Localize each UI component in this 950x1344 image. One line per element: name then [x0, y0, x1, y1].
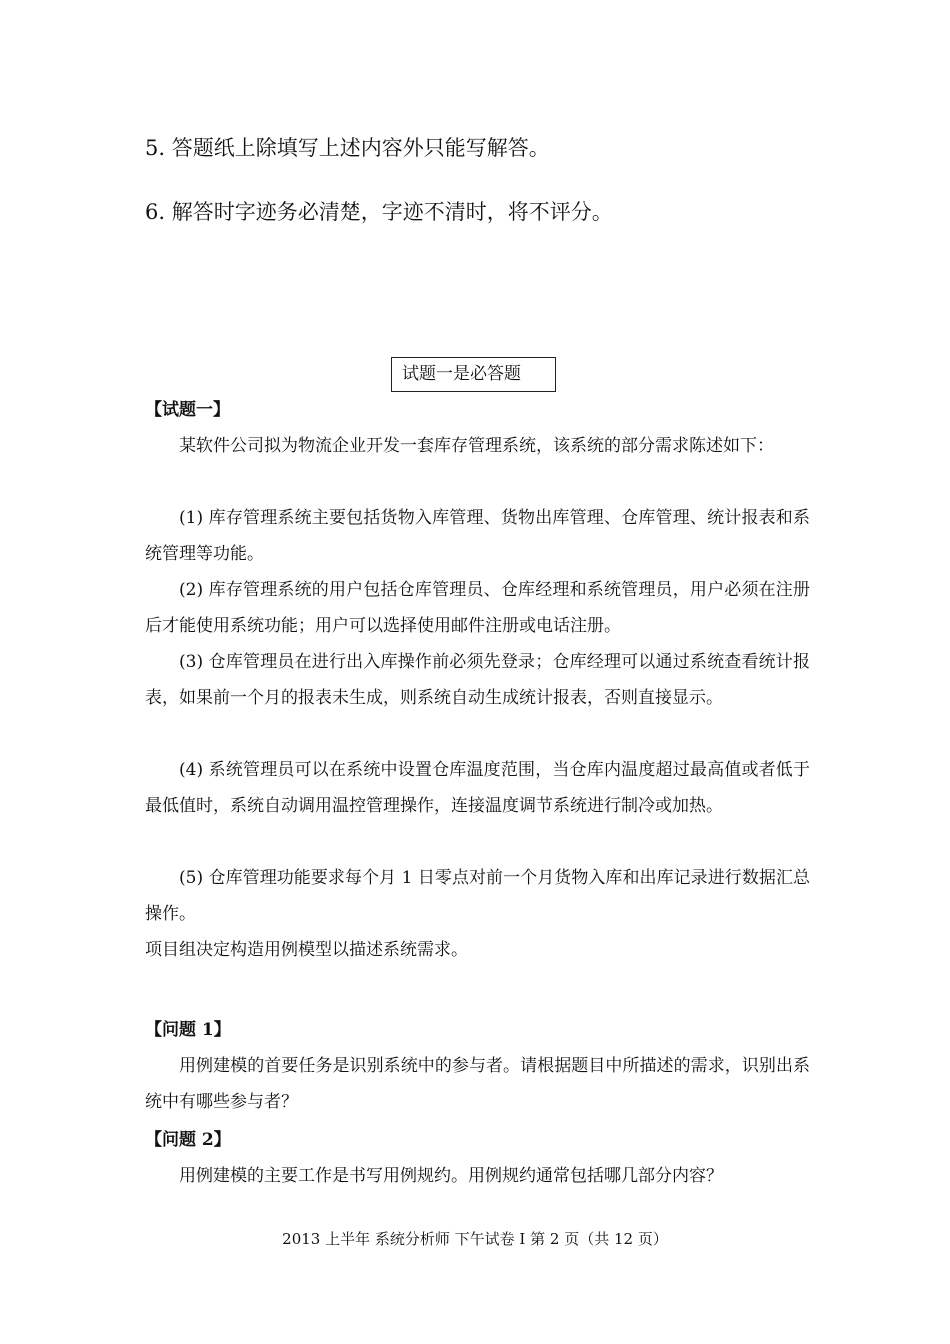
problem-2-text: 用例建模的主要工作是书写用例规约。用例规约通常包括哪几部分内容？ — [179, 1166, 723, 1186]
question-closing: 项目组决定构造用例模型以描述系统需求。 — [145, 940, 468, 960]
requirement-item-1: (1) 库存管理系统主要包括货物入库管理、货物出库管理、仓库管理、统计报表和系统管理等功能。 — [145, 508, 810, 564]
instruction-item-5: 5. 答题纸上除填写上述内容外只能写解答。 — [145, 136, 550, 160]
requirement-item-2: (2) 库存管理系统的用户包括仓库管理员、仓库经理和系统管理员，用户必须在注册后才能使用系统功能；用户可以选择使用邮件注册或电话注册。 — [145, 580, 810, 636]
page-footer: 2013 上半年 系统分析师 下午试卷 I 第 2 页（共 12 页） — [282, 1230, 668, 1248]
problem-1-text: 用例建模的首要任务是识别系统中的参与者。请根据题目中所描述的需求，识别出系统中有哪些参与者？ — [145, 1056, 810, 1112]
problem-1-heading: 【问题 1】 — [145, 1020, 231, 1040]
question-heading: 【试题一】 — [145, 400, 230, 420]
requirement-item-3: (3) 仓库管理员在进行出入库操作前必须先登录；仓库经理可以通过系统查看统计报表，如果前一个月的报表未生成，则系统自动生成统计报表，否则直接显示。 — [145, 652, 810, 708]
question-intro: 某软件公司拟为物流企业开发一套库存管理系统，该系统的部分需求陈述如下： — [179, 436, 774, 456]
instruction-item-6: 6. 解答时字迹务必清楚，字迹不清时，将不评分。 — [145, 200, 613, 224]
requirement-item-5: (5) 仓库管理功能要求每个月 1 日零点对前一个月货物入库和出库记录进行数据汇总操作。 — [145, 868, 810, 924]
problem-2-heading: 【问题 2】 — [145, 1130, 231, 1150]
required-question-box: 试题一是必答题 — [391, 357, 556, 392]
requirement-item-4: (4) 系统管理员可以在系统中设置仓库温度范围，当仓库内温度超过最高值或者低于最低值时，系统自动调用温控管理操作，连接温度调节系统进行制冷或加热。 — [145, 760, 810, 816]
